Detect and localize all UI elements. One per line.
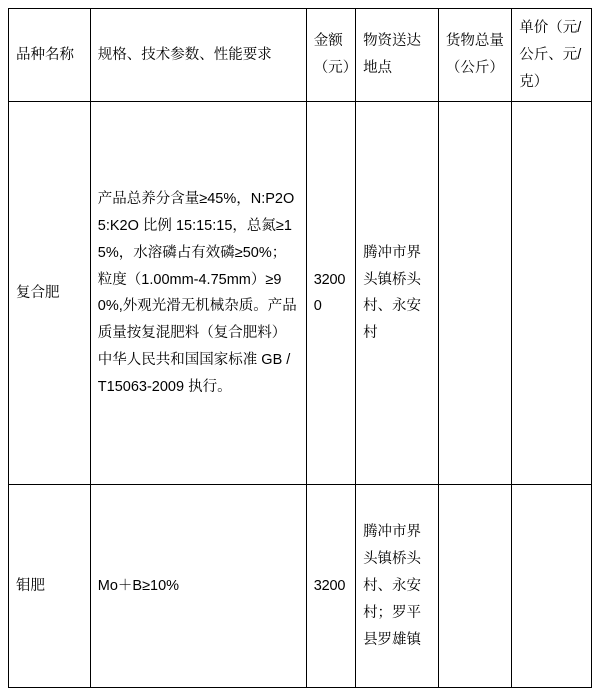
table-body (9, 102, 592, 688)
column-header-name: 品种名称 (9, 9, 91, 102)
cell-price (512, 102, 592, 485)
cell-weight (438, 102, 511, 485)
cell-place: 腾冲市界头镇桥头村、永安村；罗平县罗雄镇 (356, 485, 439, 688)
table-row (9, 102, 592, 485)
cell-price (512, 485, 592, 688)
column-header-price: 单价（元/公斤、元/克） (512, 9, 592, 102)
table-header (9, 9, 592, 102)
document-page (0, 8, 600, 684)
column-header-amount: 金额（元） (306, 9, 355, 102)
column-header-weight: 货物总量（公斤） (438, 9, 511, 102)
cell-name: 复合肥 (9, 102, 91, 485)
cell-place: 腾冲市界头镇桥头村、永安村 (356, 102, 439, 485)
column-header-place: 物资送达地点 (356, 9, 439, 102)
procurement-table (8, 8, 592, 688)
cell-spec: 产品总养分含量≥45%，N:P2O5:K2O 比例 15:15:15，总氮≥15%，水溶磷占有效磷≥50%；粒度（1.00mm-4.75mm）≥90%,外观光滑无机械杂质。产品质量按复混肥料（复合肥料）中华人民共和国国家标准 GB /T15063-2009 执行。 (90, 102, 306, 485)
column-header-spec: 规格、技术参数、性能要求 (90, 9, 306, 102)
cell-weight (438, 485, 511, 688)
cell-spec: Mo＋B≥10% (90, 485, 306, 688)
cell-name: 钼肥 (9, 485, 91, 688)
cell-amount: 32000 (306, 102, 355, 485)
table-header-row (9, 9, 592, 102)
table-row (9, 485, 592, 688)
cell-amount: 3200 (306, 485, 355, 688)
